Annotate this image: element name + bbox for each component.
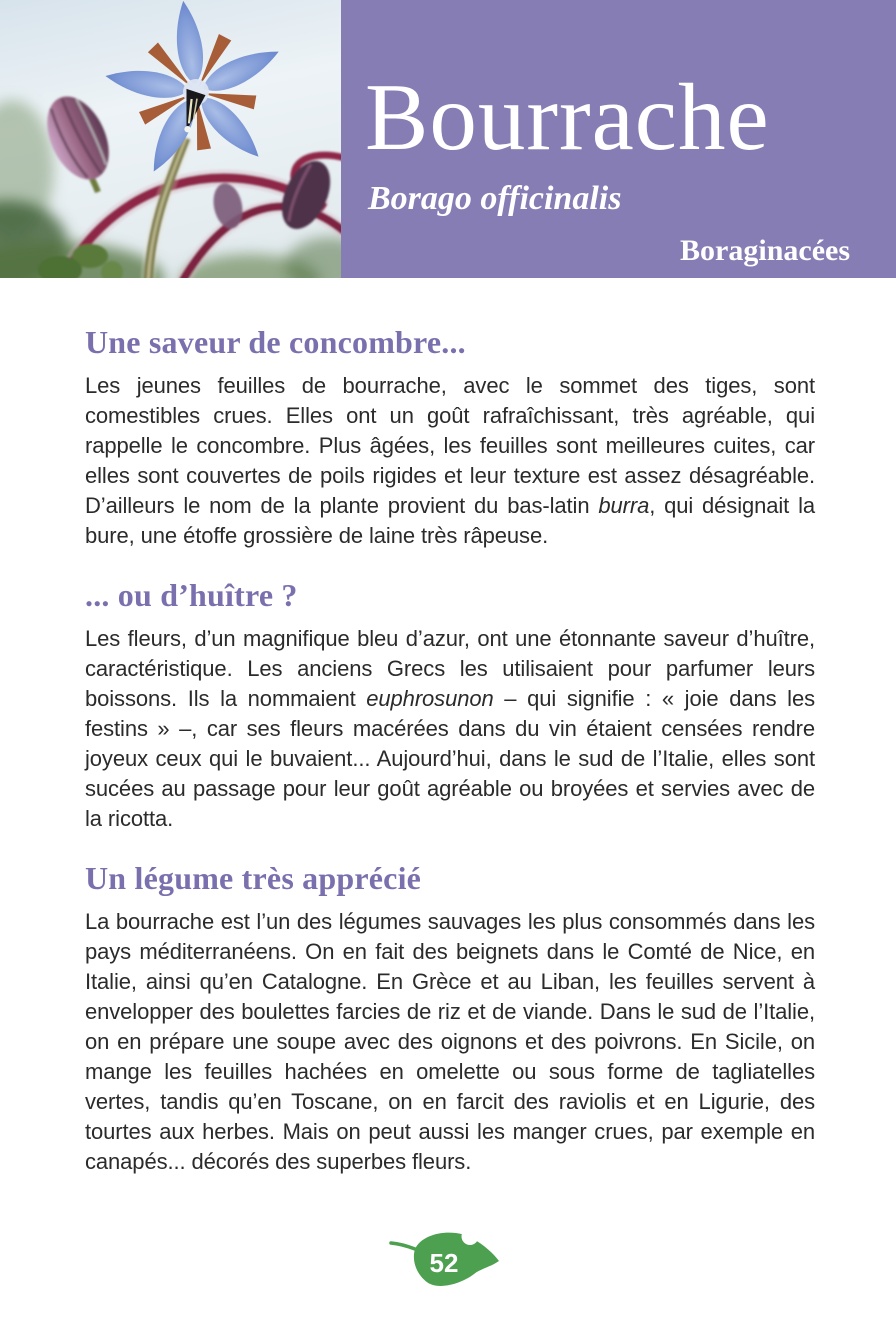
section-paragraph: La bourrache est l’un des légumes sauvages les plus consommés dans les pays méditerranéens. On en fait des beignets dans le Comté de Nice, en Italie, ainsi qu’en Catalogne. En Grèce et au Liban, les feuilles servent à envelopper des boulettes farcies de riz et de viande. Dans le sud de l’Italie, on en prépare une soupe avec des oignons et des poivrons. En Sicile, on mange les feuilles hachées en omelette ou sous forme de tagliatelles vertes, tandis qu’en Toscane, on en farcit des raviolis et en Ligurie, des tourtes aux herbes. Mais on peut aussi les manger crues, par exemple en canapés... décorés des superbes fleurs. — [85, 909, 815, 1174]
leaf-icon — [387, 1230, 509, 1292]
section-heading: ... ou d’huître ? — [85, 577, 298, 613]
section-saveur-concombre — [85, 324, 815, 551]
section-paragraph: Les fleurs, d’un magnifique bleu d’azur, ont une étonnante saveur d’huître, caractéristique. Les anciens Grecs les utilisaient pour parfumer leurs boissons. Ils la nommaient euphrosunon – qui signifie : « joie dans les festins » –, car ses fleurs macérées dans du vin étaient censées rendre joyeux ceux qui le buvaient... Aujourd’hui, dans le sud de l’Italie, elles sont sucées au passage pour leur goût agréable ou broyées et servies avec de la ricotta. — [85, 626, 815, 831]
page-header — [0, 0, 896, 278]
section-ou-huitre — [85, 577, 815, 834]
section-heading: Un légume très apprécié — [85, 860, 422, 896]
content-area — [0, 278, 896, 1177]
family-name-label: Boraginacées — [680, 234, 850, 267]
page-number-text: 52 — [429, 1248, 459, 1278]
page-title: Bourrache — [365, 64, 770, 170]
page-footer — [0, 1230, 896, 1292]
section-paragraph: Les jeunes feuilles de bourrache, avec le sommet des tiges, sont comestibles crues. Elles ont un goût rafraîchissant, très agréable, qui rappelle le concombre. Plus âgées, les feuilles sont meilleures cuites, car elles sont couvertes de poils rigides et leur texture est assez désagréable. D’ailleurs le nom de la plante provient du bas-latin burra, qui désignait la bure, une étoffe grossière de laine très râpeuse. — [85, 373, 815, 548]
page-number-badge — [387, 1230, 509, 1292]
section-legume-apprecie — [85, 860, 815, 1177]
section-heading: Une saveur de concombre... — [85, 324, 466, 360]
header-title-block — [365, 0, 850, 278]
borage-photo — [0, 0, 341, 278]
borage-photo-illustration — [0, 0, 341, 278]
latin-name-subtitle: Borago officinalis — [368, 180, 622, 217]
